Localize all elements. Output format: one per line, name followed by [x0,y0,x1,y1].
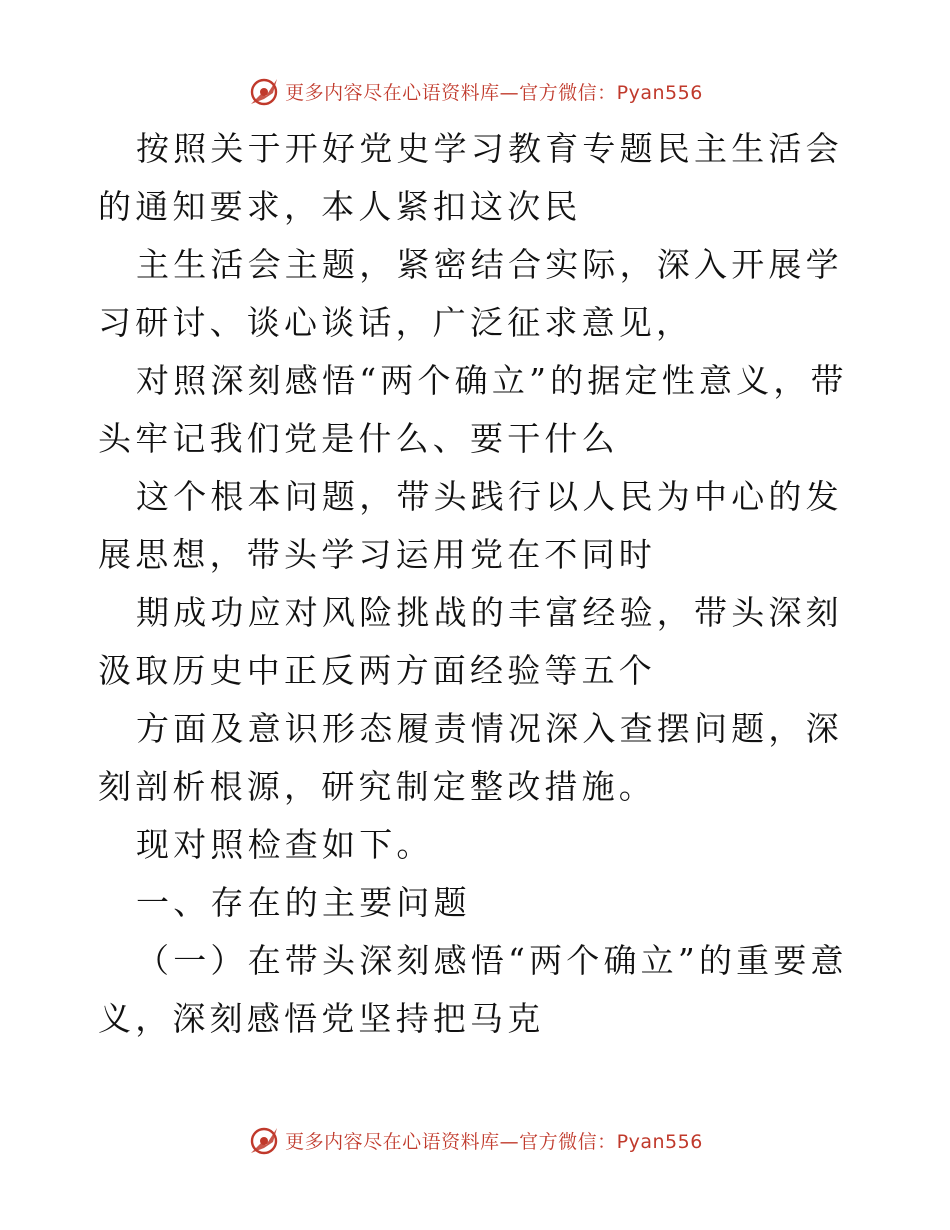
header-watermark [0,71,950,111]
section-heading: 一、存在的主要问题 [136,883,471,922]
watermark-text: 更多内容尽在心语资料库—官方微信：Pyan556 [285,1130,703,1153]
paragraph: 按照关于开好党史学习教育专题民主生活会的通知要求，本人紧扣这次民 [98,129,843,226]
document-body [98,120,858,1048]
subsection-heading: （一）在带头深刻感悟“两个确立”的重要意义，深刻感悟党坚持把马克 [98,941,848,1038]
paragraph: 对照深刻感悟“两个确立”的据定性意义，带头牢记我们党是什么、要干什么 [98,361,848,458]
quill-logo-icon [247,74,281,108]
quill-logo-icon [247,1123,281,1157]
paragraph: 主生活会主题，紧密结合实际，深入开展学习研讨、谈心谈话，广泛征求意见， [98,245,843,342]
paragraph: 现对照检查如下。 [136,825,434,864]
footer-watermark [0,1120,950,1160]
paragraph: 方面及意识形态履责情况深入查摆问题，深刻剖析根源，研究制定整改措施。 [98,709,843,806]
paragraph: 期成功应对风险挑战的丰富经验，带头深刻汲取历史中正反两方面经验等五个 [98,593,843,690]
paragraph: 这个根本问题，带头践行以人民为中心的发展思想，带头学习运用党在不同时 [98,477,843,574]
watermark-text: 更多内容尽在心语资料库—官方微信：Pyan556 [285,81,703,104]
